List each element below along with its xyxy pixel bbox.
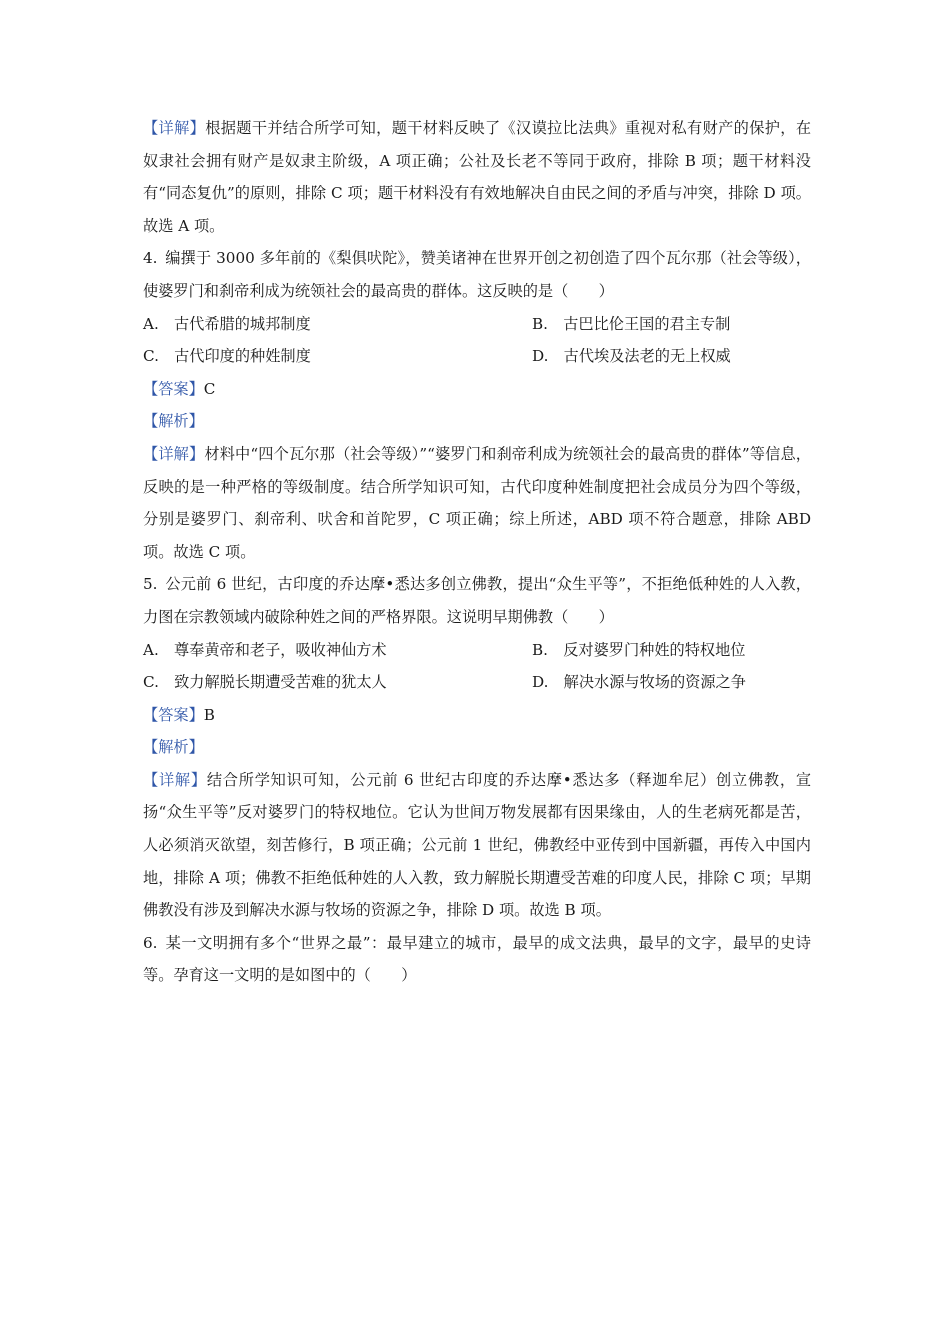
option-item	[532, 666, 811, 699]
options-row	[143, 634, 811, 667]
detail-tag: 【详解】	[143, 770, 207, 789]
answer-text: C	[203, 379, 216, 398]
detail-paragraph	[143, 112, 811, 242]
answer-paragraph	[143, 699, 811, 732]
question-text: 公元前 6 世纪，古印度的乔达摩•悉达多创立佛教，提出“众生平等”，不拒绝低种姓的人入教，力图在宗教领域内破除种姓之间的严格界限。这说明早期佛教（ ）	[143, 575, 811, 626]
option-item	[143, 634, 532, 667]
detail-paragraph	[143, 438, 811, 568]
option-letter: D.	[532, 347, 549, 366]
analysis-tag: 【解析】	[143, 412, 204, 431]
options-row	[143, 308, 811, 341]
option-letter: C.	[143, 347, 159, 366]
detail-tag: 【详解】	[143, 119, 206, 137]
option-text: 古代印度的种姓制度	[174, 347, 311, 366]
option-item	[532, 340, 811, 373]
analysis-paragraph	[143, 405, 811, 438]
option-text: 致力解脱长期遭受苦难的犹太人	[174, 673, 387, 692]
option-letter: A.	[143, 314, 159, 333]
detail-text: 材料中“四个瓦尔那（社会等级）”“婆罗门和刹帝利成为统领社会的最高贵的群体”等信息，反映的是一种严格的等级制度。结合所学知识可知，古代印度种姓制度把社会成员分为四个等级，分别是婆罗门、刹帝利、吠舍和首陀罗，C 项正确；综上所述，ABD 项不符合题意，排除 ABD 项。故选 C 项。	[143, 444, 811, 561]
option-text: 尊奉黄帝和老子，吸收神仙方术	[173, 640, 387, 659]
options-row	[143, 666, 811, 699]
answer-text: B	[203, 705, 215, 724]
option-text: 古巴比伦王国的君主专制	[563, 314, 731, 333]
option-text: 古代希腊的城邦制度	[173, 314, 311, 333]
option-item	[143, 308, 532, 341]
option-text: 解决水源与牧场的资源之争	[563, 673, 746, 692]
option-letter: B.	[532, 314, 548, 333]
answer-tag: 【答案】	[143, 379, 204, 398]
question-stem	[143, 927, 811, 992]
question-text: 某一文明拥有多个“世界之最”：最早建立的城市，最早的成文法典，最早的文字，最早的史诗等。孕育这一文明的是如图中的（ ）	[143, 933, 811, 985]
answer-paragraph	[143, 373, 811, 406]
option-item	[532, 634, 811, 667]
question-number: 5.	[143, 575, 158, 594]
question-stem	[143, 568, 811, 633]
option-item	[143, 340, 532, 373]
question-stem	[143, 242, 811, 307]
option-letter: A.	[143, 640, 159, 659]
option-text: 古代埃及法老的无上权威	[563, 347, 731, 366]
detail-text: 结合所学知识可知，公元前 6 世纪古印度的乔达摩•悉达多（释迦牟尼）创立佛教，宣扬“众生平等”反对婆罗门的特权地位。它认为世间万物发展都有因果缘由，人的生老病死都是苦，人必须消灭欲望，刻苦修行，B 项正确；公元前 1 世纪，佛教经中亚传到中国新疆，再传入中国内地，排除 A 项；佛教不拒绝低种姓的人入教，致力解脱长期遭受苦难的印度人民，排除 C 项；早期佛教没有涉及到解决水源与牧场的资源之争，排除 D 项。故选 B 项。	[143, 770, 812, 920]
detail-tag: 【详解】	[143, 444, 205, 463]
detail-text: 根据题干并结合所学可知，题干材料反映了《汉谟拉比法典》重视对私有财产的保护，在奴隶社会拥有财产是奴隶主阶级，A 项正确；公社及长老不等同于政府，排除 B 项；题干材料没有“同态复仇”的原则，排除 C 项；题干材料没有有效地解决自由民之间的矛盾与冲突，排除 D 项。故选 A 项。	[143, 119, 812, 235]
analysis-paragraph	[143, 731, 811, 764]
option-letter: B.	[532, 640, 548, 659]
answer-tag: 【答案】	[143, 705, 204, 724]
analysis-tag: 【解析】	[143, 738, 204, 757]
question-text: 编撰于 3000 多年前的《梨俱吠陀》，赞美诸神在世界开创之初创造了四个瓦尔那（社会等级），使婆罗门和刹帝利成为统领社会的最高贵的群体。这反映的是（ ）	[143, 249, 811, 300]
option-letter: D.	[532, 673, 549, 692]
page-content	[143, 112, 811, 992]
option-item	[532, 308, 811, 341]
question-number: 4.	[143, 249, 158, 268]
detail-paragraph	[143, 764, 811, 927]
question-number: 6.	[143, 933, 158, 952]
options-row	[143, 340, 811, 373]
option-item	[143, 666, 532, 699]
option-letter: C.	[143, 673, 159, 692]
option-text: 反对婆罗门种姓的特权地位	[563, 640, 746, 659]
